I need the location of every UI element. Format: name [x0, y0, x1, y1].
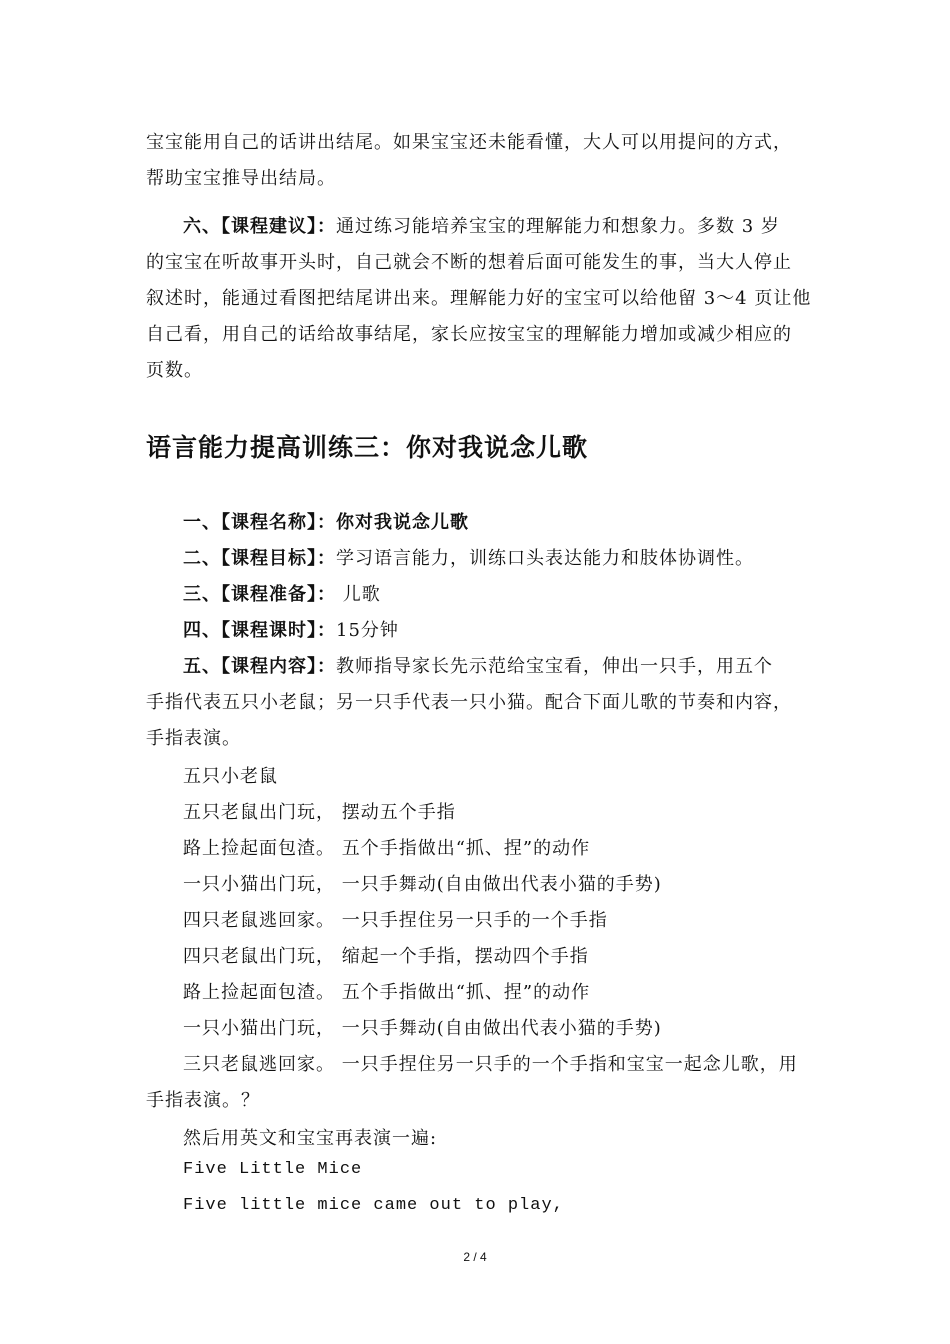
paragraph-line: 宝宝能用自己的话讲出结尾。如果宝宝还未能看懂，大人可以用提问的方式，: [146, 132, 792, 153]
english-line: Five little mice came out to play,: [183, 1196, 564, 1215]
course-item-label: 三、【课程准备】：: [183, 584, 336, 605]
page-number: 2 / 4: [463, 1250, 487, 1264]
course-item: [183, 580, 381, 606]
paragraph-line: 自己看，用自己的话给故事结尾，家长应按宝宝的理解能力增加或减少相应的: [146, 324, 792, 345]
course-item: [183, 616, 399, 642]
section-six-line: [183, 212, 780, 238]
rhyme-line: 路上捡起面包渣。 五个手指做出“抓、捏”的动作: [183, 838, 591, 859]
section-text: 通过练习能培养宝宝的理解能力和想象力。多数 3 岁: [336, 216, 780, 237]
paragraph-line: 手指代表五只小老鼠；另一只手代表一只小猫。配合下面儿歌的节奏和内容，: [146, 692, 792, 713]
rhyme-line: 一只小猫出门玩， 一只手舞动(自由做出代表小猫的手势): [183, 1018, 662, 1039]
english-title: Five Little Mice: [183, 1160, 363, 1179]
paragraph-line: 页数。: [146, 360, 203, 381]
course-item-label: 二、【课程目标】：: [183, 548, 336, 569]
course-item-value: 你对我说念儿歌: [336, 512, 469, 533]
rhyme-line: 手指表演。？: [146, 1090, 260, 1111]
rhyme-line: 四只老鼠逃回家。 一只手捏住另一只手的一个手指: [183, 910, 608, 931]
paragraph-line: 帮助宝宝推导出结局。: [146, 168, 336, 189]
course-item-label: 五、【课程内容】：: [183, 656, 336, 677]
paragraph-line: 的宝宝在听故事开头时，自己就会不断的想着后面可能发生的事，当大人停止: [146, 252, 792, 273]
course-item-label: 四、【课程课时】：: [183, 620, 336, 641]
rhyme-line: 一只小猫出门玩， 一只手舞动(自由做出代表小猫的手势): [183, 874, 662, 895]
course-item: [183, 544, 754, 570]
section-label: 六、【课程建议】：: [183, 216, 336, 237]
course-item-value: 15分钟: [336, 620, 399, 641]
course-item-label: 一、【课程名称】：: [183, 512, 336, 533]
course-item-value: 儿歌: [336, 584, 381, 605]
course-item: [183, 652, 773, 678]
rhyme-line: 路上捡起面包渣。 五个手指做出“抓、捏”的动作: [183, 982, 591, 1003]
course-item-value: 学习语言能力，训练口头表达能力和肢体协调性。: [336, 548, 754, 569]
rhyme-title: 五只小老鼠: [183, 766, 278, 787]
rhyme-line: 三只老鼠逃回家。 一只手捏住另一只手的一个手指和宝宝一起念儿歌，用: [183, 1054, 798, 1075]
paragraph-line: 叙述时，能通过看图把结尾讲出来。理解能力好的宝宝可以给他留 3～4 页让他: [146, 288, 812, 309]
rhyme-line: 四只老鼠出门玩， 缩起一个手指，摆动四个手指: [183, 946, 589, 967]
paragraph-line: 手指表演。: [146, 728, 241, 749]
section-heading: 语言能力提高训练三：你对我说念儿歌: [146, 433, 589, 462]
english-intro: 然后用英文和宝宝再表演一遍:: [183, 1128, 438, 1149]
course-item: [183, 508, 469, 534]
rhyme-line: 五只老鼠出门玩， 摆动五个手指: [183, 802, 456, 823]
course-item-value: 教师指导家长先示范给宝宝看，伸出一只手，用五个: [336, 656, 773, 677]
